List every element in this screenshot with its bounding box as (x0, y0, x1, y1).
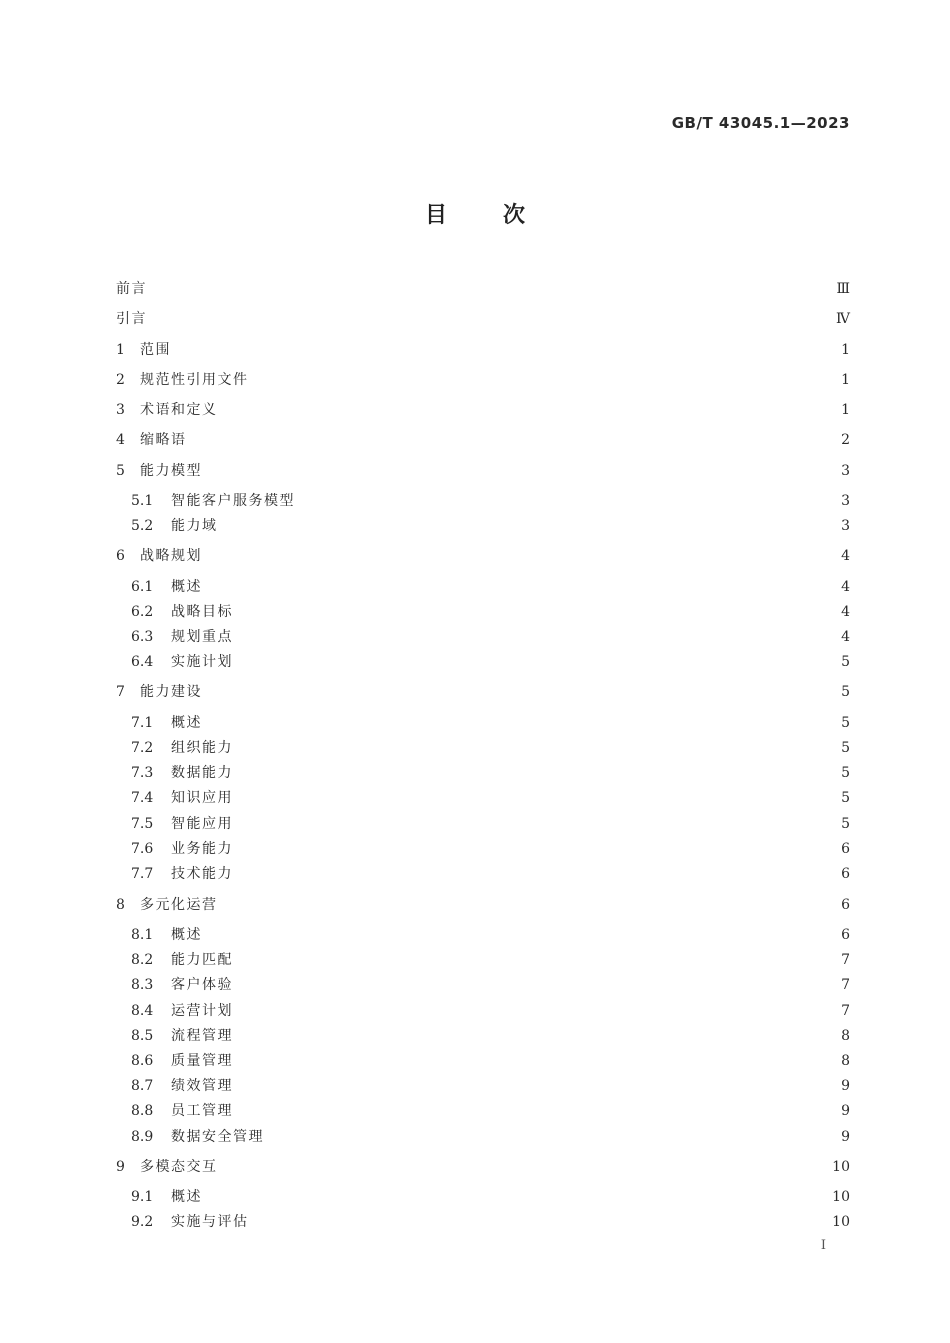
dot-leader (208, 1187, 826, 1207)
toc-entry-label: 引言 (116, 311, 147, 327)
toc-entry-number: 6.1 (131, 579, 154, 595)
toc-entry-number: 8.6 (131, 1053, 154, 1069)
toc-entry-page: 7 (841, 1003, 850, 1019)
standard-code: GB/T 43045.1—2023 (671, 114, 850, 132)
dot-leader (153, 309, 830, 329)
toc-entry-number: 6.2 (131, 604, 154, 620)
dot-leader (239, 1001, 835, 1021)
toc-entry[interactable] (116, 430, 850, 450)
toc-entry-page: 6 (841, 897, 850, 913)
toc-entry[interactable] (131, 491, 850, 511)
dot-leader (193, 430, 836, 450)
toc-entry-number: 8.8 (131, 1103, 154, 1119)
dot-leader (208, 713, 835, 733)
toc-entry-number: 4 (116, 432, 125, 448)
toc-entry-label: 概述 (171, 1189, 202, 1205)
toc-entry-label: 能力域 (171, 518, 218, 534)
toc-entry-number: 9 (116, 1159, 125, 1175)
toc-entry-page: 6 (841, 841, 850, 857)
toc-entry-label: 前言 (116, 281, 147, 297)
toc-entry[interactable] (116, 400, 850, 420)
toc-entry-number: 5.1 (131, 493, 154, 509)
toc-entry-page: 4 (841, 604, 850, 620)
toc-entry-page: 3 (841, 518, 850, 534)
toc-entry[interactable] (131, 1187, 850, 1207)
dot-leader (208, 546, 835, 566)
toc-entry-page: 1 (841, 402, 850, 418)
toc-entry-label: 范围 (140, 342, 171, 358)
toc-entry[interactable] (116, 279, 850, 299)
dot-leader (208, 925, 835, 945)
toc-entry-label: 战略规划 (140, 548, 202, 564)
toc-entry-number: 3 (116, 402, 125, 418)
toc-entry-page: 4 (841, 579, 850, 595)
toc-entry-label: 规划重点 (171, 629, 233, 645)
toc-entry-number: 7.4 (131, 790, 154, 806)
toc-entry-label: 技术能力 (171, 866, 233, 882)
toc-entry-label: 多元化运营 (140, 897, 218, 913)
dot-leader (239, 864, 835, 884)
toc-entry[interactable] (116, 370, 850, 390)
dot-leader (224, 895, 836, 915)
toc-entry-number: 7.6 (131, 841, 154, 857)
toc-entry-label: 知识应用 (171, 790, 233, 806)
toc-entry-page: 1 (841, 372, 850, 388)
toc-entry-page: 10 (832, 1159, 850, 1175)
toc-entry-number: 8.3 (131, 977, 154, 993)
dot-leader (208, 577, 835, 597)
toc-entry-label: 组织能力 (171, 740, 233, 756)
toc-entry[interactable] (131, 1127, 850, 1147)
toc-entry-label: 客户体验 (171, 977, 233, 993)
toc-entry[interactable] (131, 1051, 850, 1071)
toc-entry-page: 5 (841, 765, 850, 781)
toc-entry-label: 业务能力 (171, 841, 233, 857)
toc-entry-page: 3 (841, 463, 850, 479)
toc-entry-label: 质量管理 (171, 1053, 233, 1069)
toc-entry-number: 8.4 (131, 1003, 154, 1019)
dot-leader (224, 516, 836, 536)
toc-entry-page: 4 (841, 629, 850, 645)
toc-entry[interactable] (131, 1026, 850, 1046)
dot-leader (255, 1212, 827, 1232)
toc-entry-number: 6.3 (131, 629, 154, 645)
dot-leader (177, 340, 835, 360)
toc-entry-page: 8 (841, 1028, 850, 1044)
toc-entry[interactable] (131, 925, 850, 945)
toc-entry-number: 7.3 (131, 765, 154, 781)
toc-entry-page: 6 (841, 866, 850, 882)
toc-entry[interactable] (131, 713, 850, 733)
toc-entry-label: 术语和定义 (140, 402, 218, 418)
dot-leader (239, 839, 835, 859)
toc-entry-number: 9.1 (131, 1189, 154, 1205)
toc-entry-label: 数据安全管理 (171, 1129, 264, 1145)
dot-leader (239, 1076, 835, 1096)
toc-entry-number: 8.1 (131, 927, 154, 943)
toc-entry[interactable] (131, 788, 850, 808)
toc-entry-page: 5 (841, 790, 850, 806)
toc-entry-label: 能力建设 (140, 684, 202, 700)
toc-entry-page: 10 (832, 1189, 850, 1205)
toc-entry-label: 概述 (171, 927, 202, 943)
toc-entry[interactable] (131, 864, 850, 884)
toc-entry-number: 5 (116, 463, 125, 479)
toc-entry[interactable] (131, 738, 850, 758)
toc-entry[interactable] (131, 814, 850, 834)
toc-entry-label: 智能客户服务模型 (171, 493, 295, 509)
toc-entry[interactable] (131, 652, 850, 672)
toc-entry[interactable] (131, 1076, 850, 1096)
toc-entry[interactable] (131, 1101, 850, 1121)
toc-entry-number: 8.2 (131, 952, 154, 968)
toc-entry-label: 数据能力 (171, 765, 233, 781)
toc-entry[interactable] (116, 340, 850, 360)
toc-entry-page: 6 (841, 927, 850, 943)
toc-entry-page: 4 (841, 548, 850, 564)
toc-entry-label: 概述 (171, 579, 202, 595)
dot-leader (255, 370, 836, 390)
toc-entry[interactable] (116, 461, 850, 481)
toc-entry[interactable] (131, 839, 850, 859)
toc-entry-number: 8 (116, 897, 125, 913)
toc-entry[interactable] (131, 975, 850, 995)
toc-entry-page: 9 (841, 1129, 850, 1145)
page-number: I (820, 1238, 826, 1253)
toc-entry[interactable] (116, 895, 850, 915)
toc-entry-number: 8.5 (131, 1028, 154, 1044)
toc-entry-page: 7 (841, 952, 850, 968)
toc-entry[interactable] (131, 577, 850, 597)
toc-entry[interactable] (131, 950, 850, 970)
toc-entry-label: 运营计划 (171, 1003, 233, 1019)
toc-entry-page: 2 (841, 432, 850, 448)
page-title: 目次 (424, 203, 581, 228)
toc-entry[interactable] (131, 627, 850, 647)
dot-leader (239, 738, 835, 758)
dot-leader (239, 763, 835, 783)
dot-leader (239, 602, 835, 622)
dot-leader (239, 1051, 835, 1071)
toc-entry-label: 实施与评估 (171, 1214, 249, 1230)
toc-entry-page: 9 (841, 1103, 850, 1119)
dot-leader (239, 1101, 835, 1121)
toc-entry[interactable] (131, 1212, 850, 1232)
dot-leader (239, 788, 835, 808)
dot-leader (239, 975, 835, 995)
toc-entry-page: Ⅲ (836, 281, 850, 297)
toc-entry-number: 9.2 (131, 1214, 154, 1230)
dot-leader (239, 1026, 835, 1046)
toc-entry-number: 7.1 (131, 715, 154, 731)
toc-entry-number: 7 (116, 684, 125, 700)
dot-leader (208, 682, 835, 702)
toc-entry[interactable] (131, 602, 850, 622)
toc-entry-label: 多模态交互 (140, 1159, 218, 1175)
toc-entry-number: 1 (116, 342, 125, 358)
toc-entry-page: 3 (841, 493, 850, 509)
toc-entry-label: 绩效管理 (171, 1078, 233, 1094)
toc-entry-page: Ⅳ (836, 311, 850, 327)
toc-entry[interactable] (131, 763, 850, 783)
toc-entry[interactable] (116, 682, 850, 702)
toc-entry[interactable] (116, 546, 850, 566)
toc-entry-page: 9 (841, 1078, 850, 1094)
dot-leader (224, 400, 836, 420)
toc-entry-page: 7 (841, 977, 850, 993)
toc-entry-label: 规范性引用文件 (140, 372, 249, 388)
toc-entry-label: 智能应用 (171, 816, 233, 832)
toc-entry-label: 流程管理 (171, 1028, 233, 1044)
dot-leader (208, 461, 835, 481)
toc-entry-page: 5 (841, 654, 850, 670)
toc-entry-page: 8 (841, 1053, 850, 1069)
toc-entry-label: 能力模型 (140, 463, 202, 479)
dot-leader (239, 627, 835, 647)
dot-leader (301, 491, 835, 511)
toc-entry[interactable] (116, 1157, 850, 1177)
toc-entry-page: 10 (832, 1214, 850, 1230)
toc-entry[interactable] (116, 309, 850, 329)
toc-entry-number: 7.7 (131, 866, 154, 882)
dot-leader (239, 652, 835, 672)
toc-entry-number: 5.2 (131, 518, 154, 534)
dot-leader (270, 1127, 835, 1147)
toc-entry-label: 概述 (171, 715, 202, 731)
toc-entry-number: 7.2 (131, 740, 154, 756)
toc-entry-number: 6.4 (131, 654, 154, 670)
toc-entry-number: 8.9 (131, 1129, 154, 1145)
toc-entry-number: 8.7 (131, 1078, 154, 1094)
dot-leader (153, 279, 830, 299)
toc-entry-page: 5 (841, 715, 850, 731)
toc-entry-number: 2 (116, 372, 125, 388)
toc-entry-label: 实施计划 (171, 654, 233, 670)
toc-entry-label: 缩略语 (140, 432, 187, 448)
dot-leader (239, 950, 835, 970)
toc-entry-label: 员工管理 (171, 1103, 233, 1119)
dot-leader (224, 1157, 827, 1177)
toc-entry-page: 5 (841, 684, 850, 700)
toc-entry-page: 5 (841, 816, 850, 832)
toc-entry-label: 能力匹配 (171, 952, 233, 968)
toc-entry-page: 1 (841, 342, 850, 358)
toc-entry-number: 7.5 (131, 816, 154, 832)
toc-entry[interactable] (131, 1001, 850, 1021)
toc-entry-number: 6 (116, 548, 125, 564)
toc-entry-label: 战略目标 (171, 604, 233, 620)
toc-entry[interactable] (131, 516, 850, 536)
dot-leader (239, 814, 835, 834)
toc-entry-page: 5 (841, 740, 850, 756)
